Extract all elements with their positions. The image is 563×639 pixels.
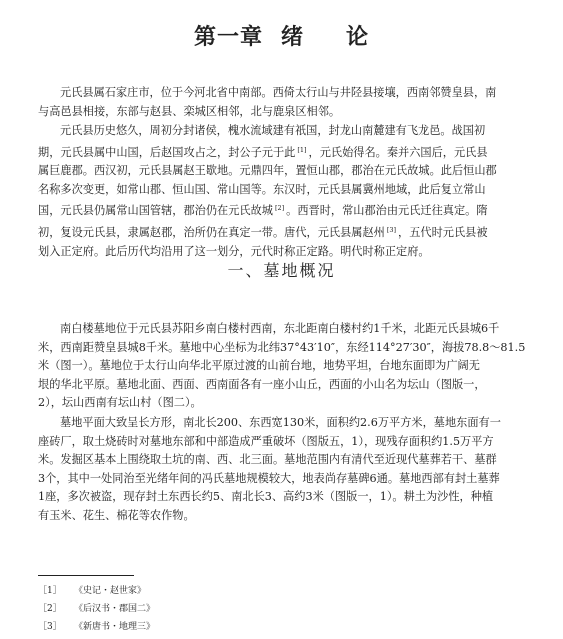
footnote-text: 《后汉书・郡国二》: [74, 604, 156, 614]
text-line: [38, 199, 524, 221]
text-line: 元氏县属石家庄市，位于今河北省中南部。西倚太行山与井陉县接壤，西南邻赞皇县，南: [60, 86, 497, 99]
footnote-number: ［1］: [38, 586, 62, 596]
text-line: 与高邑县相接，东部与赵县、栾城区相邻，北与鹿泉区相邻。: [38, 104, 341, 118]
text-segment: 期，元氏县属中山国，后赵国攻占之，封公子元于此: [38, 145, 296, 159]
text-line: 墓地平面大致呈长方形，南北长200、东西宽130米，面积约2.6万平方米，墓地东面有一: [60, 416, 501, 429]
text-line: [38, 141, 524, 163]
body-paragraph-1: [38, 320, 524, 413]
text-line: 有玉米、花生、棉花等农作物。: [38, 508, 195, 522]
intro-paragraph-1: [38, 84, 524, 121]
text-line: 1座，多次被盗，现存封土东西长约5、南北长3、高约3米（图版一，1）。耕土为沙性，种植: [38, 490, 494, 504]
chapter-title-char-2: 论: [346, 24, 370, 50]
text-line: 南白楼墓地位于元氏县苏阳乡南白楼村西南，东北距南白楼村约1千米，北距元氏县城6千: [60, 322, 500, 335]
text-line: 米（图一）。墓地位于太行山向华北平原过渡的山前台地，地势平坦，台地东面即为广阔无: [38, 359, 480, 373]
footnote-ref-1: [1]: [297, 145, 307, 154]
text-line: 米，西南距赞皇县城8千米。墓地中心坐标为北纬37°43′10″，东经114°27′30″，海拔78.8～81.5: [38, 340, 526, 354]
chapter-label: 第一章: [193, 24, 263, 50]
footnote-number: ［3］: [38, 622, 62, 632]
intro-paragraph-2: [38, 122, 524, 261]
text-line: 3个，其中一处同治至光绪年间的冯氏墓地规模较大，地表尚存墓碑6通。墓地西部有封土墓葬: [38, 471, 500, 485]
text-line: 元氏县历史悠久，周初分封诸侯，槐水流域建有祇国，封龙山南麓建有飞龙邑。战国初: [60, 124, 486, 137]
text-segment: 国，元氏县仍属常山国管辖，郡治仍在元氏故城: [38, 204, 273, 218]
footnote-ref-3: [3]: [386, 225, 397, 234]
body-paragraph-2: [38, 414, 524, 526]
section-heading: 一、墓地概况: [227, 261, 336, 280]
text-segment: ，元氏始得名。秦并六国后，元氏县: [308, 145, 488, 159]
footnote-number: ［2］: [38, 604, 62, 614]
footnote-ref-2: [2]: [274, 204, 285, 213]
text-line: 垠的华北平原。墓地北面、西面、西南面各有一座小山丘，西面的小山名为坛山（图版一，: [38, 377, 486, 391]
text-line: 属巨鹿郡。西汉初，元氏县属赵王歇地。元鼎四年，置恒山郡，郡治在元氏故城。此后恒山郡: [38, 164, 497, 178]
footnote-text: 《史记・赵世家》: [74, 586, 147, 596]
footnote-2: [38, 601, 155, 614]
footnote-divider: [38, 575, 134, 576]
text-line: 划入正定府。此后历代均沿用了这一划分，元代时称正定路。明代时称正定府。: [38, 244, 430, 258]
text-line: 2），坛山西南有坛山村（图二）。: [38, 396, 202, 410]
text-line: 座砖厂，取土烧砖时对墓地东部和中部造成严重破坏（图版五，1），现残存面积约1.5万平方: [38, 434, 494, 448]
text-line: [38, 221, 524, 243]
text-segment: 。西晋时，常山郡治由元氏迁往真定。隋: [286, 204, 488, 218]
text-line: 米。发掘区基本上围绕取土坑的南、西、北三面。墓地范围内有清代至近现代墓葬若干、墓群: [38, 453, 497, 467]
chapter-title: [0, 20, 563, 51]
footnote-1: [38, 583, 146, 596]
footnote-3: [38, 619, 155, 632]
text-line: 名称多次变更，如常山郡、恒山国、常山国等。东汉时，元氏县属冀州地域，此后复立常山: [38, 182, 486, 196]
text-segment: 初，复设元氏县，隶属赵郡，治所仍在真定一带。唐代，元氏县属赵州: [38, 225, 385, 239]
chapter-title-char-1: 绪: [280, 24, 304, 50]
text-segment: ，五代时元氏县被: [398, 225, 488, 239]
footnote-text: 《新唐书・地理三》: [74, 622, 156, 632]
